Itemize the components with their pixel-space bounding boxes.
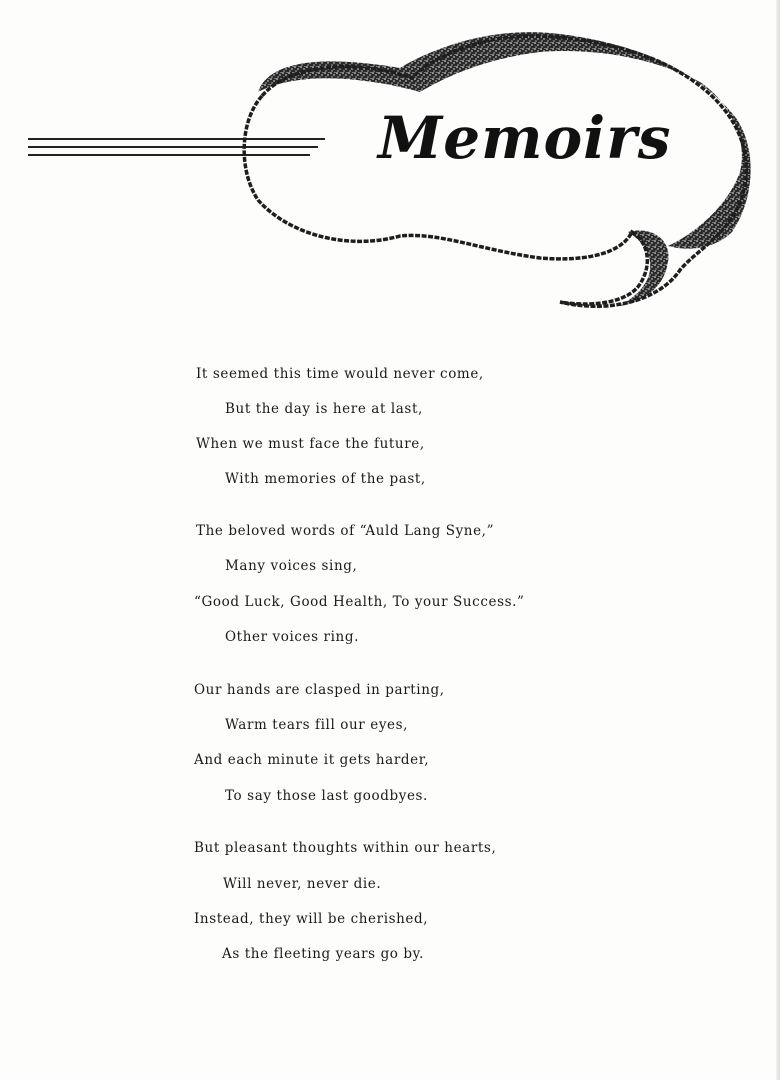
poem-line: Many voices sing,	[225, 558, 358, 574]
poem-line: Warm tears fill our eyes,	[225, 717, 409, 733]
poem-line: But pleasant thoughts within our hearts,	[194, 840, 497, 856]
poem-line: To say those last goodbyes.	[225, 788, 428, 804]
poem-line: Our hands are clasped in parting,	[194, 682, 445, 698]
poem-line: “Good Luck, Good Health, To your Success.”	[194, 594, 525, 610]
poem-line: But the day is here at last,	[225, 401, 423, 417]
poem-line: And each minute it gets harder,	[194, 752, 430, 768]
poem-line: Instead, they will be cherished,	[194, 911, 429, 927]
poem-line: When we must face the future,	[196, 436, 425, 452]
page-edge	[776, 0, 780, 1080]
poem-line: With memories of the past,	[225, 471, 426, 487]
poem-line: The beloved words of “Auld Lang Syne,”	[196, 523, 495, 539]
poem-line: As the fleeting years go by.	[222, 946, 424, 962]
poem-line: Will never, never die.	[223, 876, 382, 892]
poem-line: Other voices ring.	[225, 629, 359, 645]
poem-line: It seemed this time would never come,	[196, 366, 484, 382]
page-title: Memoirs	[378, 104, 672, 172]
